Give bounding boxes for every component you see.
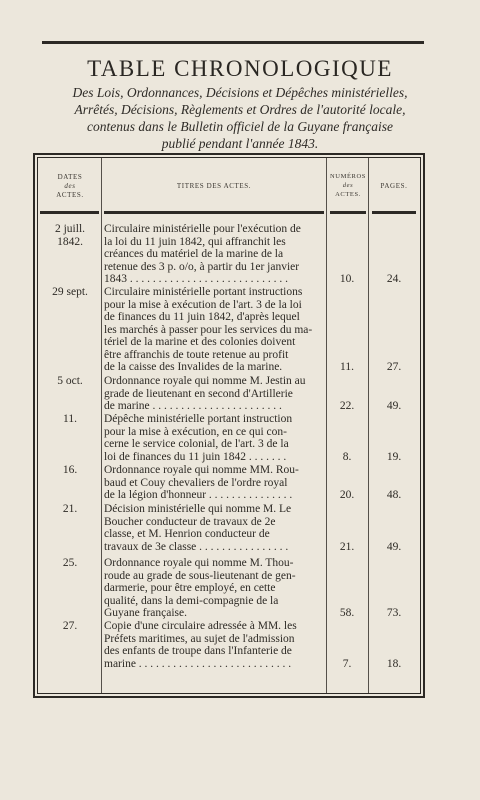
header-rule-pages xyxy=(372,211,416,214)
header-numbers xyxy=(328,172,368,199)
entry-title-line: 1843 . . . . . . . . . . . . . . . . . . . . . . . . . . . . xyxy=(104,273,288,285)
entry-date-line: 29 sept. xyxy=(52,286,88,298)
entry-title-line: être affranchis de toute retenue au profit xyxy=(104,348,289,361)
entry-number: 8. xyxy=(342,450,352,463)
entry-title-line: Ordonnance royale qui nomme M. Thou- xyxy=(104,557,294,569)
entry-date xyxy=(40,375,100,388)
entry-title-line: Ordonnance royale qui nomme M. Jestin au xyxy=(104,375,306,387)
header-numbers-line-1: NUMÉROS xyxy=(330,173,366,180)
entry-date-line: 11. xyxy=(63,413,77,425)
entry-number: 21. xyxy=(339,540,355,553)
entry-title xyxy=(104,413,324,463)
entry-date xyxy=(40,503,100,516)
entry-title xyxy=(104,620,324,670)
entry-date-line: 27. xyxy=(62,620,78,632)
top-rule xyxy=(42,41,424,44)
entry-title-line: Décision ministérielle qui nomme M. Le xyxy=(104,503,292,515)
entry-title-line: tériel de la marine et des colonies doivent xyxy=(104,336,296,348)
entry-number: 20. xyxy=(339,489,355,501)
entry-title-line: pour la mise à exécution de l'art. 3 de la loi xyxy=(104,298,302,311)
entry-title-line: Dépêche ministérielle portant instruction xyxy=(104,413,293,425)
entry-title-line: des enfants de troupe dans l'Infanterie de xyxy=(104,645,292,657)
entry-date xyxy=(40,620,100,633)
entry-title-line: marine . . . . . . . . . . . . . . . . . . . . . . . . . . . xyxy=(104,657,292,670)
entry-title xyxy=(104,464,324,502)
entry-title-line: pour la mise à exécution, en ce qui con- xyxy=(104,425,287,438)
entry-number: 10. xyxy=(339,273,355,285)
header-titles: TITRES DES ACTES. xyxy=(176,182,252,190)
entry-title-line: Copie d'une circulaire adressée à MM. les xyxy=(104,620,297,632)
entry-number: 22. xyxy=(339,400,355,412)
entry-title-line: travaux de 3e classe . . . . . . . . . . . . . . . . xyxy=(104,540,289,553)
entry-title-line: Boucher conducteur de travaux de 2e xyxy=(104,515,276,528)
entry-date-line: 1842. xyxy=(57,235,83,248)
entry-title-line: Préfets maritimes, au sujet de l'admission xyxy=(104,632,295,645)
entry-page: 48. xyxy=(386,489,402,501)
entry-date xyxy=(40,413,100,426)
entry-title-line: créances du matériel de la marine de la xyxy=(104,248,284,260)
header-rule-dates xyxy=(40,211,99,214)
entry-date-line: 2 juill. xyxy=(54,223,86,235)
page-title: TABLE CHRONOLOGIQUE xyxy=(87,56,393,81)
entry-title xyxy=(104,557,324,620)
entry-date xyxy=(40,286,100,299)
entry-page: 49. xyxy=(386,540,402,553)
entry-title-line: loi de finances du 11 juin 1842 . . . . . . . xyxy=(104,450,287,463)
entry-title-line: retenue des 3 p. o/o, à partir du 1er janvier xyxy=(104,260,300,273)
entry-title-line: Guyane française. xyxy=(104,607,188,619)
header-dates xyxy=(40,173,100,200)
column-divider-titles xyxy=(326,158,327,693)
header-rule-titles xyxy=(104,211,324,214)
entry-page: 49. xyxy=(386,400,402,412)
entry-title-line: baud et Couy chevaliers de l'ordre royal xyxy=(104,476,288,489)
entry-date-line: 25. xyxy=(62,557,78,569)
entry-title xyxy=(104,286,324,374)
header-dates-line-1: DATES xyxy=(57,173,83,181)
entry-date-line: 5 oct. xyxy=(57,375,83,387)
entry-title-line: de marine . . . . . . . . . . . . . . . . . . . . . . . xyxy=(104,400,282,412)
entry-date-line: 16. xyxy=(62,464,78,476)
entry-page: 73. xyxy=(386,607,402,619)
header-pages: PAGES. xyxy=(380,182,408,190)
entry-number: 11. xyxy=(340,361,354,373)
entry-title-line: darmerie, pour être employé, en cette xyxy=(104,582,276,594)
entry-title-line: de finances du 11 juin 1842, d'après lequel xyxy=(104,311,300,323)
entry-date-line: 21. xyxy=(62,503,78,515)
entry-title xyxy=(104,223,324,286)
header-numbers-line-3: ACTES. xyxy=(335,191,361,198)
entry-title-line: roude au grade de sous-lieutenant de gen- xyxy=(104,569,296,582)
entry-title-line: classe, et M. Henrion conducteur de xyxy=(104,528,270,540)
subtitle-line-4: publié pendant l'année 1843. xyxy=(161,136,319,151)
header-numbers-line-2: des xyxy=(342,182,354,189)
subtitle-line-1: Des Lois, Ordonnances, Décisions et Dépêches ministérielles, xyxy=(72,85,408,100)
entry-title xyxy=(104,375,324,413)
subtitle-line-3: contenus dans le Bulletin officiel de la Guyane française xyxy=(87,119,393,134)
entry-title-line: cerne le service colonial, de l'art. 3 de la xyxy=(104,438,289,450)
header-dates-line-2: des xyxy=(64,182,76,190)
subtitle-line-2: Arrêtés, Décisions, Règlements et Ordres de l'autorité locale, xyxy=(74,102,406,117)
entry-number: 7. xyxy=(342,657,352,670)
header-dates-line-3: ACTES. xyxy=(56,191,84,199)
entry-title xyxy=(104,503,324,553)
entry-page: 24. xyxy=(386,273,402,285)
entry-title-line: Circulaire ministérielle portant instructions xyxy=(104,286,303,298)
entry-date xyxy=(40,223,100,248)
entry-title-line: Ordonnance royale qui nomme MM. Rou- xyxy=(104,464,299,476)
entry-title-line: de la caisse des Invalides de la marine. xyxy=(104,361,283,373)
entry-title-line: de la légion d'honneur . . . . . . . . . . . . . . . xyxy=(104,489,293,501)
entry-title-line: qualité, dans la demi-compagnie de la xyxy=(104,594,279,607)
entry-number: 58. xyxy=(339,607,355,619)
entry-title-line: Circulaire ministérielle pour l'exécution de xyxy=(104,223,301,235)
entry-page: 18. xyxy=(386,657,402,670)
header-rule-numbers xyxy=(330,211,366,214)
column-divider-numbers xyxy=(368,158,369,693)
entry-title-line: les marchés à passer pour les services du ma- xyxy=(104,323,313,336)
entry-date xyxy=(40,464,100,477)
entry-title-line: la loi du 11 juin 1842, qui affranchit les xyxy=(104,235,286,248)
entry-page: 27. xyxy=(386,361,402,373)
column-divider-dates xyxy=(101,158,102,693)
entry-page: 19. xyxy=(386,450,402,463)
entry-date xyxy=(40,557,100,570)
entry-title-line: grade de lieutenant en second d'Artillerie xyxy=(104,387,293,400)
